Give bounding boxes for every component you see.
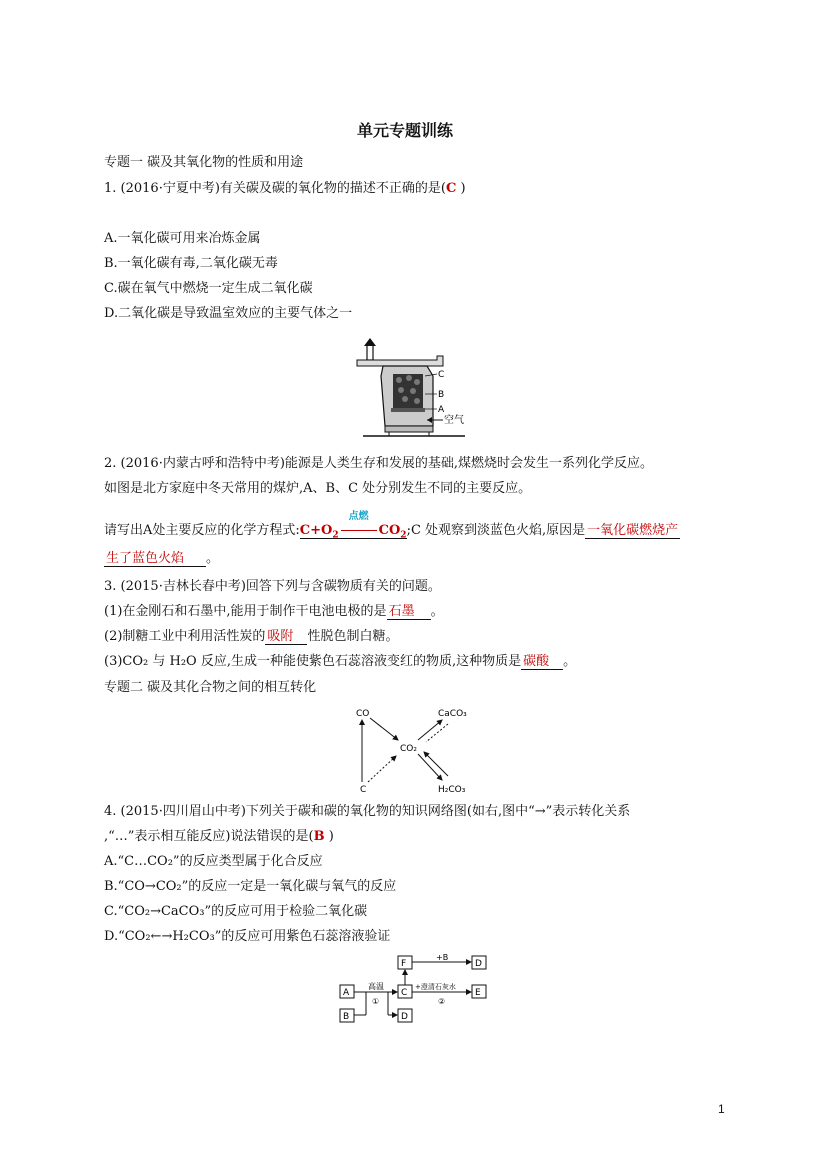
- flow-box-b: B: [343, 1012, 350, 1022]
- network-co: CO: [356, 709, 370, 719]
- question-4-option-a: A.“C…CO₂”的反应类型属于化合反应: [104, 854, 323, 869]
- question-2-line-2: 如图是北方家庭中冬天常用的煤炉,A、B、C 处分别发生不同的主要反应。: [104, 481, 532, 496]
- question-3-stem: 3. (2015·吉林长春中考)回答下列与含碳物质有关的问题。: [104, 579, 441, 594]
- question-4-line-1: 4. (2015·四川眉山中考)下列关于碳和碳的氧化物的知识网络图(如右,图中“→”表示转化关系: [104, 804, 631, 819]
- flow-box-e: E: [475, 988, 481, 998]
- network-caco3: CaCO₃: [438, 709, 467, 719]
- question-3-part-3: (3)CO₂ 与 H₂O 反应,生成一种能使紫色石蕊溶液变红的物质,这种物质是 碳酸 。: [104, 654, 577, 669]
- flow-box-d: D: [401, 1012, 408, 1022]
- question-1-option-c: C.碳在氧气中燃烧一定生成二氧化碳: [104, 281, 313, 296]
- topic-heading-2: 专题二 碳及其化合物之间的相互转化: [104, 680, 317, 695]
- question-1-option-a: A.一氧化碳可用来冶炼金属: [104, 231, 261, 246]
- page-number: 1: [718, 1102, 725, 1116]
- question-3-answer-3: 碳酸: [521, 654, 563, 670]
- flow-box-c: C: [401, 988, 408, 998]
- network-co2: CO₂: [400, 744, 417, 754]
- question-1-stem: 1. (2016·宁夏中考)有关碳及碳的氧化物的描述不正确的是(C ): [104, 181, 466, 196]
- question-1-option-b: B.一氧化碳有毒,二氧化碳无毒: [104, 256, 278, 271]
- coal-stove-figure: [355, 336, 475, 442]
- stove-label-c: C: [438, 370, 445, 380]
- flow-box-a: A: [343, 988, 350, 998]
- equation-condition: 点燃: [348, 511, 369, 522]
- question-3-answer-2: 吸附: [265, 629, 307, 645]
- flow-plus-b: +B: [436, 953, 449, 962]
- question-3-part-2: (2)制糖工业中利用活性炭的 吸附 性脱色制白糖。: [104, 629, 399, 644]
- question-4-option-c: C.“CO₂→CaCO₃”的反应可用于检验二氧化碳: [104, 904, 368, 919]
- equation-answer: $C+O_2$ 点燃 $CO_2$: [300, 523, 407, 539]
- question-4-option-d: D.“CO₂←→H₂CO₃”的反应可用紫色石蕊溶液验证: [104, 929, 391, 944]
- question-1-answer: C: [445, 181, 457, 196]
- stove-label-b: B: [438, 390, 445, 400]
- flow-step-1: ①: [372, 997, 380, 1006]
- flow-diagram-figure: [336, 952, 496, 1028]
- question-2-line-1: 2. (2016·内蒙古呼和浩特中考)能源是人类生存和发展的基础,煤燃烧时会发生一系列化学反应。: [104, 456, 654, 471]
- topic-heading-1: 专题一 碳及其氧化物的性质和用途: [104, 155, 304, 170]
- question-2-reason-2: 生了蓝色火焰: [104, 551, 206, 567]
- question-2-reason-1: 一氧化碳燃烧产: [587, 523, 679, 538]
- flow-box-f: F: [401, 959, 407, 969]
- stove-label-a: A: [438, 405, 445, 415]
- question-2-reason-line-2: 生了蓝色火焰 。: [106, 551, 220, 566]
- page-title: 单元专题训练: [357, 121, 454, 140]
- question-1-option-d: D.二氧化碳是导致温室效应的主要气体之一: [104, 306, 353, 321]
- network-h2co3: H₂CO₃: [438, 785, 466, 795]
- stove-label-air: 空气: [444, 415, 464, 426]
- question-4-option-b: B.“CO→CO₂”的反应一定是一氧化碳与氧气的反应: [104, 879, 397, 894]
- question-3-part-1: (1)在金刚石和石墨中,能用于制作干电池电极的是 石墨 。: [104, 604, 444, 619]
- flow-limewater: +澄清石灰水: [415, 983, 456, 991]
- carbon-network-figure: [350, 702, 490, 798]
- question-4-answer: B: [313, 829, 325, 844]
- network-c: C: [360, 785, 367, 795]
- flow-high-temp: 高温: [368, 982, 384, 991]
- flow-step-2: ②: [438, 997, 446, 1006]
- question-2-equation-line: 请写出A处主要反应的化学方程式$:C+O_2$ 点燃 $CO_2;C$ 处观察到淡蓝色火焰,原因是 一氧化碳燃烧产: [104, 522, 680, 545]
- question-4-line-2: ,“…”表示相互能反应)说法错误的是(B ): [104, 829, 334, 844]
- question-3-answer-1: 石墨: [387, 604, 431, 620]
- flow-box-d2: D: [475, 959, 482, 969]
